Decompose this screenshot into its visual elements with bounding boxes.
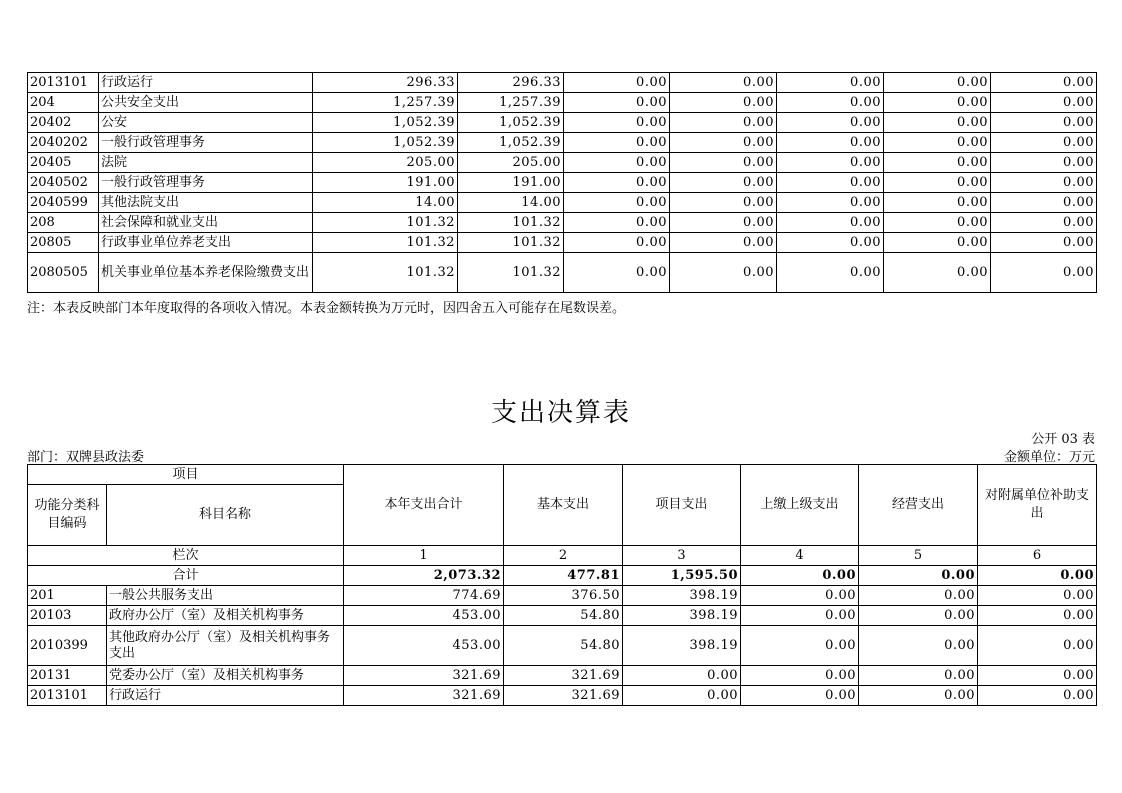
row-value: 0.00 [884, 193, 991, 213]
row-name: 行政运行 [99, 73, 313, 93]
column-number: 4 [741, 546, 859, 566]
income-table-continued [27, 72, 1097, 293]
row-value: 101.32 [458, 253, 564, 293]
row-value: 0.00 [741, 626, 859, 666]
row-value: 0.00 [670, 213, 777, 233]
row-value: 0.00 [777, 193, 884, 213]
row-code: 2040502 [28, 173, 99, 193]
row-value: 398.19 [623, 606, 741, 626]
row-name: 公安 [99, 113, 313, 133]
row-value: 0.00 [564, 173, 670, 193]
expenditure-table [27, 464, 1097, 706]
row-value: 101.32 [458, 233, 564, 253]
header-func-code: 功能分类科目编码 [28, 485, 107, 546]
table-row [28, 193, 1097, 213]
row-code: 2040599 [28, 193, 99, 213]
row-value: 321.69 [504, 666, 623, 686]
row-value: 1,052.39 [313, 133, 458, 153]
row-value: 205.00 [458, 153, 564, 173]
row-value: 398.19 [623, 626, 741, 666]
row-name: 行政运行 [107, 686, 344, 706]
row-name: 机关事业单位基本养老保险缴费支出 [99, 253, 313, 293]
row-value: 0.00 [991, 73, 1097, 93]
row-value: 0.00 [978, 586, 1097, 606]
row-code: 20805 [28, 233, 99, 253]
header-col-4: 上缴上级支出 [741, 465, 859, 546]
row-name: 公共安全支出 [99, 93, 313, 113]
row-value: 321.69 [344, 686, 504, 706]
row-code: 20405 [28, 153, 99, 173]
row-value: 0.00 [777, 133, 884, 153]
table-row [28, 153, 1097, 173]
row-value: 101.32 [458, 213, 564, 233]
row-value: 0.00 [991, 133, 1097, 153]
row-value: 398.19 [623, 586, 741, 606]
row-value: 0.00 [991, 173, 1097, 193]
row-name: 行政事业单位养老支出 [99, 233, 313, 253]
row-code: 208 [28, 213, 99, 233]
row-value: 0.00 [564, 133, 670, 153]
table-row [28, 666, 1097, 686]
row-value: 0.00 [859, 586, 978, 606]
row-code: 2013101 [28, 686, 107, 706]
row-value: 0.00 [564, 73, 670, 93]
row-value: 0.00 [777, 253, 884, 293]
department-label: 部门：双牌县政法委 [27, 450, 145, 465]
row-value: 1,052.39 [313, 113, 458, 133]
row-value: 0.00 [991, 253, 1097, 293]
row-value: 0.00 [741, 666, 859, 686]
table-row [28, 626, 1097, 666]
row-value: 14.00 [313, 193, 458, 213]
table-row [28, 73, 1097, 93]
table-row [28, 93, 1097, 113]
total-value: 2,073.32 [344, 566, 504, 586]
row-name: 一般行政管理事务 [99, 133, 313, 153]
row-name: 其他法院支出 [99, 193, 313, 213]
header-col-1: 本年支出合计 [344, 465, 504, 546]
row-name: 党委办公厅（室）及相关机构事务 [107, 666, 344, 686]
row-code: 2040202 [28, 133, 99, 153]
column-number: 6 [978, 546, 1097, 566]
row-value: 1,257.39 [313, 93, 458, 113]
total-value: 1,595.50 [623, 566, 741, 586]
row-value: 205.00 [313, 153, 458, 173]
row-value: 0.00 [991, 213, 1097, 233]
row-value: 0.00 [859, 686, 978, 706]
row-value: 0.00 [978, 626, 1097, 666]
row-value: 54.80 [504, 606, 623, 626]
row-name: 一般行政管理事务 [99, 173, 313, 193]
row-value: 0.00 [777, 173, 884, 193]
row-code: 20402 [28, 113, 99, 133]
row-value: 321.69 [504, 686, 623, 706]
row-value: 0.00 [670, 153, 777, 173]
table-row [28, 606, 1097, 626]
row-value: 0.00 [741, 606, 859, 626]
row-value: 191.00 [458, 173, 564, 193]
row-value: 296.33 [313, 73, 458, 93]
row-value: 0.00 [777, 113, 884, 133]
row-name: 一般公共服务支出 [107, 586, 344, 606]
header-col-3: 项目支出 [623, 465, 741, 546]
row-value: 0.00 [991, 233, 1097, 253]
row-value: 0.00 [884, 213, 991, 233]
row-value: 0.00 [564, 213, 670, 233]
row-value: 0.00 [884, 133, 991, 153]
row-value: 0.00 [564, 93, 670, 113]
row-name: 社会保障和就业支出 [99, 213, 313, 233]
row-value: 0.00 [670, 233, 777, 253]
row-value: 0.00 [884, 233, 991, 253]
header-subject-name: 科目名称 [107, 485, 344, 546]
row-value: 0.00 [859, 606, 978, 626]
row-value: 0.00 [777, 213, 884, 233]
amount-unit-label: 金额单位：万元 [1003, 450, 1095, 465]
header-row [28, 465, 1097, 485]
row-value: 0.00 [741, 586, 859, 606]
row-code: 204 [28, 93, 99, 113]
row-value: 0.00 [564, 253, 670, 293]
row-value: 0.00 [777, 153, 884, 173]
row-value: 0.00 [884, 253, 991, 293]
row-code: 20131 [28, 666, 107, 686]
row-value: 0.00 [884, 153, 991, 173]
column-number-label: 栏次 [28, 546, 344, 566]
row-value: 0.00 [991, 153, 1097, 173]
row-value: 0.00 [670, 93, 777, 113]
row-value: 453.00 [344, 626, 504, 666]
row-value: 0.00 [991, 113, 1097, 133]
row-value: 0.00 [564, 193, 670, 213]
row-value: 0.00 [777, 233, 884, 253]
total-value: 477.81 [504, 566, 623, 586]
row-name: 法院 [99, 153, 313, 173]
total-value: 0.00 [978, 566, 1097, 586]
row-value: 0.00 [623, 666, 741, 686]
row-value: 0.00 [978, 666, 1097, 686]
row-value: 101.32 [313, 213, 458, 233]
row-value: 0.00 [859, 626, 978, 666]
row-value: 101.32 [313, 233, 458, 253]
table-code: 公开 03 表 [1031, 432, 1095, 447]
row-value: 0.00 [564, 233, 670, 253]
header-col-6: 对附属单位补助支出 [978, 465, 1097, 546]
column-number-row [28, 546, 1097, 566]
total-label: 合计 [28, 566, 344, 586]
row-value: 54.80 [504, 626, 623, 666]
table-row [28, 113, 1097, 133]
row-value: 0.00 [884, 113, 991, 133]
row-value: 1,052.39 [458, 133, 564, 153]
row-value: 376.50 [504, 586, 623, 606]
total-row [28, 566, 1097, 586]
row-value: 0.00 [978, 686, 1097, 706]
row-value: 0.00 [884, 173, 991, 193]
row-value: 1,257.39 [458, 93, 564, 113]
row-value: 0.00 [670, 253, 777, 293]
table-row [28, 253, 1097, 293]
total-value: 0.00 [859, 566, 978, 586]
header-item: 项目 [28, 465, 344, 485]
row-value: 0.00 [884, 93, 991, 113]
row-value: 0.00 [991, 93, 1097, 113]
row-value: 14.00 [458, 193, 564, 213]
row-value: 191.00 [313, 173, 458, 193]
header-col-2: 基本支出 [504, 465, 623, 546]
header-col-5: 经营支出 [859, 465, 978, 546]
row-value: 296.33 [458, 73, 564, 93]
row-value: 0.00 [564, 153, 670, 173]
column-number: 5 [859, 546, 978, 566]
column-number: 3 [623, 546, 741, 566]
row-name: 其他政府办公厅（室）及相关机构事务支出 [107, 626, 344, 666]
row-code: 201 [28, 586, 107, 606]
row-value: 0.00 [670, 173, 777, 193]
row-value: 0.00 [623, 686, 741, 706]
column-number: 2 [504, 546, 623, 566]
row-value: 0.00 [670, 113, 777, 133]
table-note: 注：本表反映部门本年度取得的各项收入情况。本表金额转换为万元时，因四舍五入可能存在尾数误差。 [27, 301, 626, 316]
row-code: 20103 [28, 606, 107, 626]
table-row [28, 173, 1097, 193]
row-code: 2080505 [28, 253, 99, 293]
row-code: 2013101 [28, 73, 99, 93]
row-value: 0.00 [741, 686, 859, 706]
table-row [28, 133, 1097, 153]
row-value: 0.00 [991, 193, 1097, 213]
total-value: 0.00 [741, 566, 859, 586]
row-name: 政府办公厅（室）及相关机构事务 [107, 606, 344, 626]
row-value: 321.69 [344, 666, 504, 686]
row-code: 2010399 [28, 626, 107, 666]
row-value: 0.00 [777, 73, 884, 93]
table-row [28, 686, 1097, 706]
row-value: 0.00 [564, 113, 670, 133]
row-value: 1,052.39 [458, 113, 564, 133]
table-row [28, 213, 1097, 233]
row-value: 0.00 [978, 606, 1097, 626]
table-row [28, 233, 1097, 253]
row-value: 0.00 [670, 193, 777, 213]
row-value: 453.00 [344, 606, 504, 626]
row-value: 0.00 [670, 133, 777, 153]
row-value: 0.00 [670, 73, 777, 93]
row-value: 774.69 [344, 586, 504, 606]
table-row [28, 586, 1097, 606]
column-number: 1 [344, 546, 504, 566]
row-value: 0.00 [859, 666, 978, 686]
row-value: 101.32 [313, 253, 458, 293]
row-value: 0.00 [777, 93, 884, 113]
row-value: 0.00 [884, 73, 991, 93]
page-title: 支出决算表 [490, 398, 631, 428]
